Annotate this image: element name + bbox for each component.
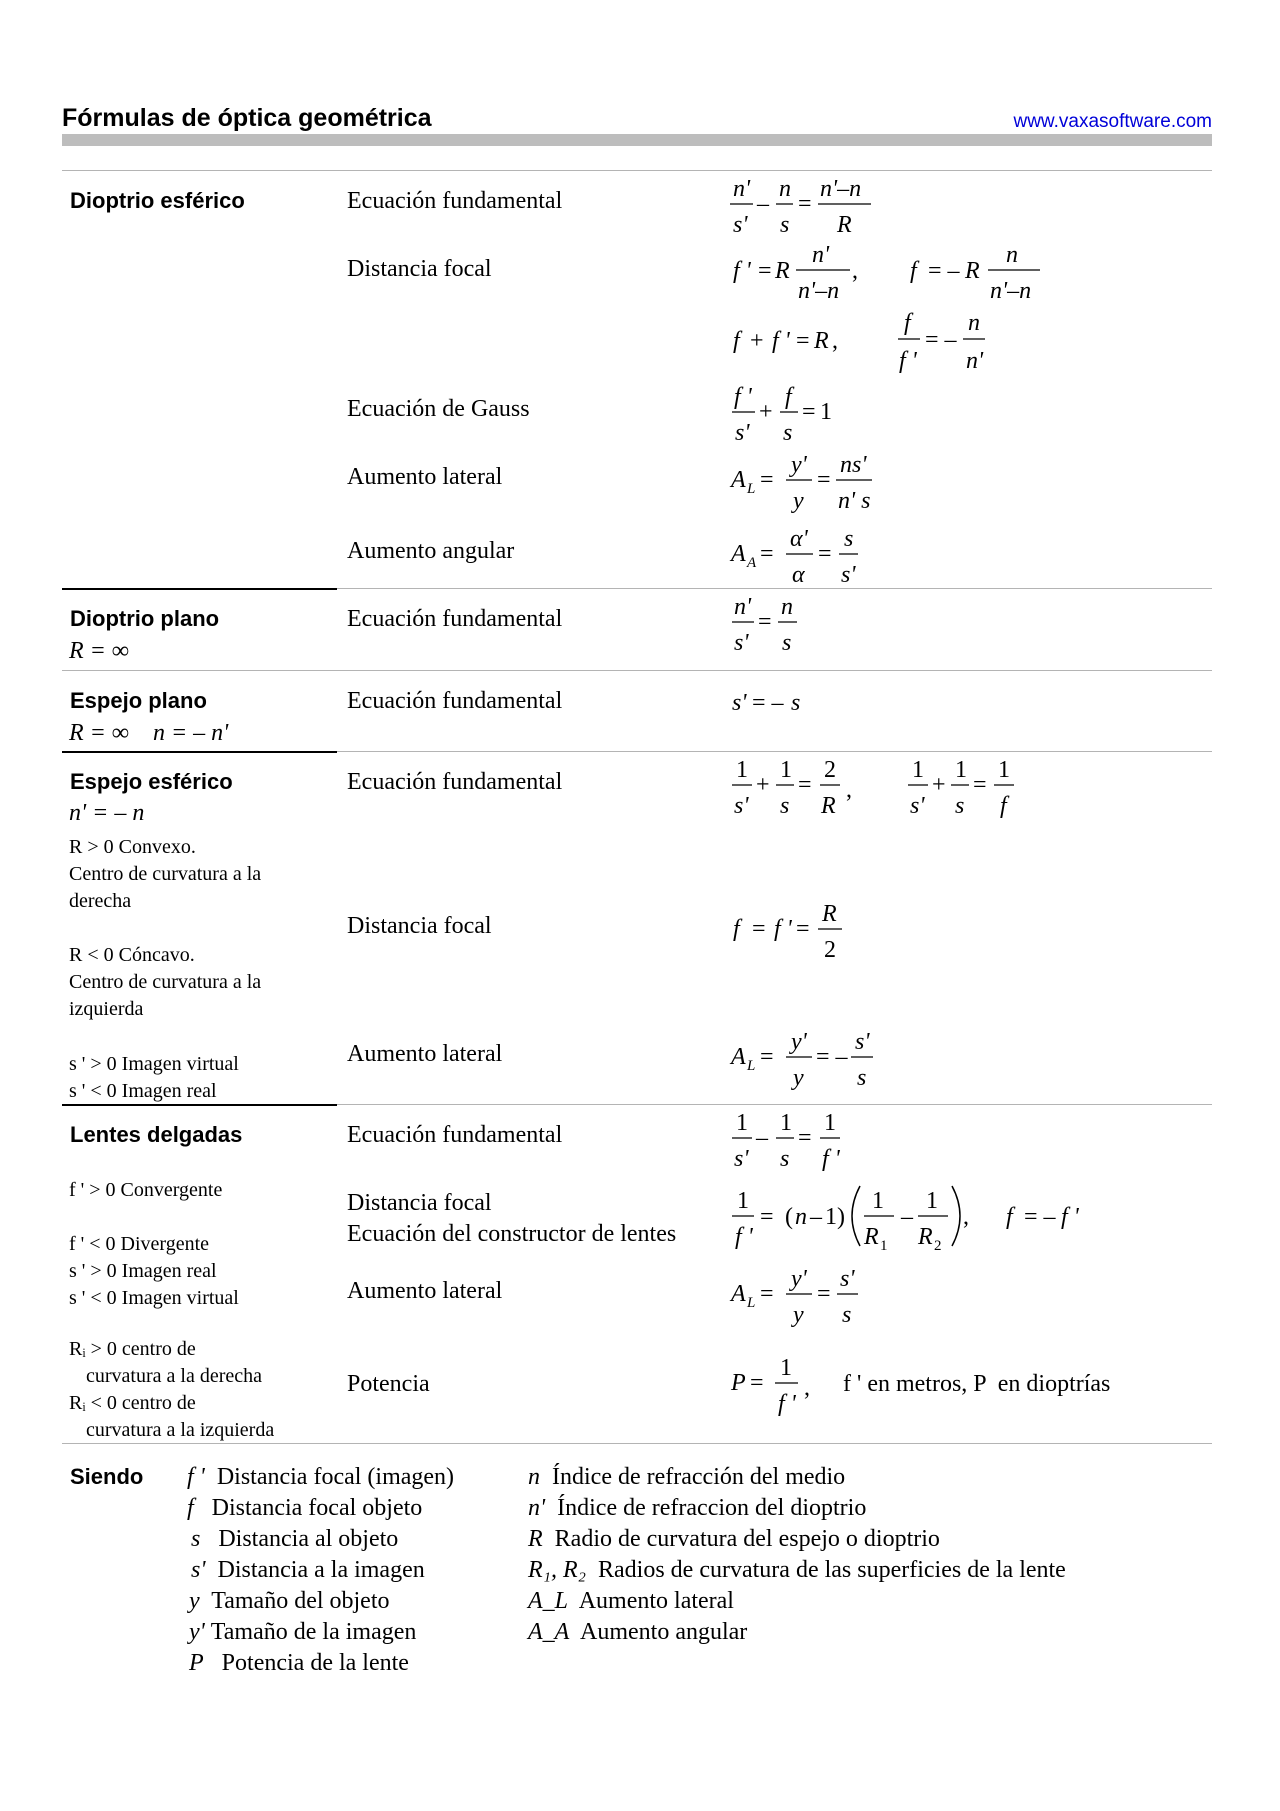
section-title-espejo-esferico: Espejo esférico (70, 769, 233, 794)
svg-text:=: = (760, 1281, 774, 1307)
svg-text:= –: = – (925, 327, 957, 353)
svg-text:A: A (731, 541, 746, 567)
divider-top (62, 170, 1212, 171)
section-title-espejo-plano: Espejo plano (70, 688, 207, 713)
svg-text:y': y' (791, 1029, 807, 1055)
formula-aumento-angular (730, 522, 880, 592)
formula-aumento-lateral-dioptrio (730, 448, 880, 518)
svg-text:(: ( (785, 1204, 793, 1230)
note-imagen-virtual: s ' < 0 Imagen virtual (69, 1287, 239, 1309)
svg-text:1: 1 (872, 1188, 884, 1214)
svg-text:s: s (844, 526, 854, 552)
svg-text:= –: = – (928, 258, 960, 284)
legend-item: n' Índice de refraccion del dioptrio (528, 1495, 867, 1521)
svg-text:y: y (793, 488, 804, 514)
condition-espejo-plano: R = ∞ n = – n' (69, 720, 229, 746)
svg-text:=: = (802, 399, 816, 425)
label-aumento-lateral: Aumento lateral (347, 1278, 503, 1304)
label-ecuacion-fundamental: Ecuación fundamental (347, 606, 563, 632)
section-title-lentes-delgadas: Lentes delgadas (70, 1122, 243, 1147)
svg-text:L: L (747, 481, 756, 497)
svg-text:s: s (780, 212, 790, 238)
svg-text:+: + (759, 399, 773, 425)
divider-section-3 (337, 751, 1212, 752)
svg-text:A: A (747, 555, 757, 571)
label-ecuacion-fundamental: Ecuación fundamental (347, 688, 563, 714)
svg-text:=: = (796, 916, 810, 942)
note-convexo: R > 0 Convexo. (69, 836, 196, 858)
legend-item: f Distancia focal objeto (187, 1495, 423, 1521)
svg-text:y': y' (791, 452, 807, 478)
svg-text:1: 1 (880, 1238, 888, 1254)
label-ecuacion-fundamental: Ecuación fundamental (347, 769, 563, 795)
svg-text:,: , (846, 777, 852, 803)
svg-text:1: 1 (926, 1188, 938, 1214)
svg-text:=: = (760, 1204, 774, 1230)
svg-text:A: A (731, 1281, 746, 1307)
svg-text:f ': f ' (772, 328, 790, 354)
svg-text:f: f (910, 258, 917, 284)
svg-text:f ': f ' (734, 384, 752, 410)
svg-text:n': n' (812, 242, 830, 268)
svg-text:f ': f ' (733, 258, 751, 284)
formula-dioptrio-distancia-focal (730, 240, 1050, 310)
note-convergente: f ' > 0 Convergente (69, 1179, 223, 1201)
label-potencia: Potencia (347, 1371, 430, 1397)
note-izquierda: izquierda (69, 998, 144, 1020)
svg-text:s': s' (855, 1029, 870, 1055)
svg-text:s': s' (910, 793, 925, 819)
svg-text:s': s' (732, 690, 747, 716)
note-centro-curvatura: Centro de curvatura a la (69, 863, 262, 885)
svg-text:s': s' (840, 1266, 855, 1292)
svg-text:1: 1 (824, 1110, 836, 1136)
svg-text:s': s' (734, 1146, 749, 1172)
svg-text:n' s: n' s (838, 488, 871, 514)
svg-text:s: s (783, 420, 793, 446)
svg-text:f: f (733, 916, 740, 942)
svg-text:2: 2 (824, 757, 836, 783)
svg-text:1: 1 (737, 1188, 749, 1214)
svg-text:n': n' (733, 176, 751, 202)
svg-text:1: 1 (736, 757, 748, 783)
formula-dioptrio-plano (730, 590, 820, 660)
condition-dioptrio-plano: R = ∞ (69, 638, 129, 664)
formula-lente-aumento-lateral (730, 1262, 860, 1332)
formula-dioptrio-suma-focal (730, 306, 1030, 376)
note-concavo: R < 0 Cóncavo. (69, 944, 195, 966)
svg-text:1: 1 (998, 757, 1010, 783)
svg-text:1: 1 (780, 1110, 792, 1136)
svg-text:=: = (817, 467, 831, 493)
svg-text:R: R (821, 793, 836, 819)
svg-text:s: s (842, 1302, 852, 1328)
potencia-units-note: f ' en metros, P en dioptrías (843, 1371, 1111, 1397)
label-aumento-angular: Aumento angular (347, 538, 515, 564)
legend-item: A_L Aumento lateral (528, 1588, 734, 1614)
svg-text:R: R (864, 1224, 879, 1250)
svg-text:R: R (918, 1224, 933, 1250)
svg-text:n: n (968, 310, 980, 336)
svg-text:f ': f ' (1061, 1204, 1079, 1230)
legend-item: P Potencia de la lente (189, 1650, 409, 1676)
label-ecuacion-fundamental: Ecuación fundamental (347, 1122, 563, 1148)
svg-text:=: = (798, 191, 812, 217)
label-constructor-lentes: Ecuación del constructor de lentes (347, 1221, 677, 1247)
svg-text:R: R (814, 328, 829, 354)
legend-item: y Tamaño del objeto (189, 1588, 390, 1614)
note-curvatura-izquierda: curvatura a la izquierda (86, 1419, 275, 1441)
legend-item: f ' Distancia focal (imagen) (187, 1464, 455, 1490)
formula-espejo-fundamental (730, 753, 1030, 823)
formula-espejo-distancia-focal (730, 897, 860, 967)
section-title-dioptrio-esferico: Dioptrio esférico (70, 188, 245, 213)
note-imagen-virtual: s ' > 0 Imagen virtual (69, 1053, 239, 1075)
formula-constructor-lentes (730, 1180, 1090, 1260)
note-r-negativo: Rᵢ < 0 centro de (69, 1392, 196, 1414)
label-aumento-lateral: Aumento lateral (347, 464, 503, 490)
svg-text:= –: = – (816, 1044, 848, 1070)
svg-text:f: f (785, 384, 792, 410)
svg-text:n'–n: n'–n (798, 278, 840, 304)
svg-text:): ) (837, 1204, 845, 1230)
svg-text:=: = (760, 1044, 774, 1070)
label-aumento-lateral: Aumento lateral (347, 1041, 503, 1067)
svg-text:L: L (747, 1295, 756, 1311)
svg-text:L: L (747, 1058, 756, 1074)
svg-text:y: y (793, 1065, 804, 1091)
svg-text:R: R (822, 901, 837, 927)
legend-item: R Radio de curvatura del espejo o dioptrio (528, 1526, 940, 1552)
legend-item: y' Tamaño de la imagen (189, 1619, 417, 1645)
svg-text:=: = (760, 541, 774, 567)
svg-text:s: s (791, 690, 801, 716)
formula-lente-fundamental (730, 1106, 860, 1176)
divider-section-2 (62, 670, 1212, 671)
svg-text:= –: = – (752, 690, 784, 716)
legend-item: n Índice de refracción del medio (528, 1464, 846, 1490)
svg-text:+: + (756, 772, 770, 798)
svg-text:,: , (963, 1204, 969, 1230)
svg-text:=: = (752, 916, 766, 942)
svg-text:f ': f ' (735, 1224, 753, 1250)
note-derecha: derecha (69, 890, 132, 912)
svg-text:s: s (780, 793, 790, 819)
svg-text:y: y (793, 1302, 804, 1328)
svg-text:n: n (1006, 242, 1018, 268)
note-divergente: f ' < 0 Divergente (69, 1233, 210, 1255)
divider-section-4 (337, 1104, 1212, 1105)
svg-text:n': n' (734, 594, 752, 620)
svg-text:n: n (781, 594, 793, 620)
svg-text:A: A (731, 1044, 746, 1070)
legend-title: Siendo (70, 1464, 144, 1489)
svg-text:A: A (731, 467, 746, 493)
svg-text:–: – (810, 1204, 822, 1230)
svg-text:=: = (973, 772, 987, 798)
legend-item: s Distancia al objeto (191, 1526, 399, 1552)
svg-text:R: R (837, 212, 852, 238)
legend-item: A_A Aumento angular (528, 1619, 748, 1645)
svg-text:ns': ns' (840, 452, 867, 478)
label-ecuacion-gauss: Ecuación de Gauss (347, 396, 530, 422)
svg-text:=: = (758, 609, 772, 635)
svg-text:f: f (1000, 793, 1007, 819)
svg-text:f: f (904, 310, 911, 336)
svg-text:1: 1 (912, 757, 924, 783)
svg-text:y': y' (791, 1266, 807, 1292)
label-distancia-focal: Distancia focal (347, 913, 492, 939)
condition-espejo-esferico: n' = – n (69, 800, 145, 826)
svg-text:,: , (832, 328, 838, 354)
svg-text:1: 1 (736, 1110, 748, 1136)
svg-text:R: R (965, 258, 980, 284)
svg-text:+: + (750, 328, 764, 354)
svg-text:1: 1 (955, 757, 967, 783)
svg-text:α: α (792, 562, 805, 588)
legend-item: R₁, R₂ Radios de curvatura de las superficies de la lente (528, 1557, 1066, 1583)
svg-text:f ': f ' (899, 348, 917, 374)
svg-text:1: 1 (825, 1204, 837, 1230)
section-title-dioptrio-plano: Dioptrio plano (70, 606, 220, 631)
svg-text:2: 2 (934, 1238, 942, 1254)
label-distancia-focal: Distancia focal (347, 256, 492, 282)
svg-text:s: s (780, 1146, 790, 1172)
svg-text:n: n (795, 1204, 807, 1230)
svg-text:=: = (798, 1125, 812, 1151)
svg-text:n'–n: n'–n (820, 176, 862, 202)
svg-text:=: = (817, 1281, 831, 1307)
svg-text:s': s' (735, 420, 750, 446)
legend-item: s' Distancia a la imagen (191, 1557, 425, 1583)
note-r-positivo: Rᵢ > 0 centro de (69, 1338, 196, 1360)
note-imagen-real: s ' < 0 Imagen real (69, 1080, 217, 1102)
divider-section-3-dark (62, 751, 337, 753)
svg-text:=: = (818, 541, 832, 567)
svg-text:s: s (857, 1065, 867, 1091)
note-imagen-real: s ' > 0 Imagen real (69, 1260, 217, 1282)
svg-text:s: s (955, 793, 965, 819)
divider-section-1-dark (62, 588, 337, 590)
svg-text:f ': f ' (774, 916, 792, 942)
svg-text:1: 1 (820, 399, 832, 425)
svg-text:s': s' (734, 793, 749, 819)
svg-text:=: = (758, 258, 772, 284)
label-distancia-focal: Distancia focal (347, 1190, 492, 1216)
note-centro-curvatura: Centro de curvatura a la (69, 971, 262, 993)
formula-dioptrio-fundamental (725, 172, 905, 242)
svg-text:=: = (798, 772, 812, 798)
svg-text:R: R (775, 258, 790, 284)
formula-espejo-plano (730, 680, 830, 720)
svg-text:–: – (756, 1125, 768, 1151)
formula-potencia (730, 1351, 830, 1421)
svg-text:1: 1 (780, 757, 792, 783)
note-curvatura-derecha: curvatura a la derecha (86, 1365, 262, 1387)
svg-text:f ': f ' (778, 1391, 796, 1417)
website-link[interactable]: www.vaxasoftware.com (1013, 111, 1212, 132)
svg-text:=: = (796, 328, 810, 354)
svg-text:s': s' (733, 212, 748, 238)
svg-text:–: – (757, 191, 769, 217)
label-ecuacion-fundamental: Ecuación fundamental (347, 188, 563, 214)
svg-text:f: f (1006, 1204, 1013, 1230)
svg-text:f ': f ' (822, 1146, 840, 1172)
svg-text:n': n' (966, 348, 984, 374)
svg-text:f: f (733, 328, 740, 354)
header-band (62, 134, 1212, 146)
svg-text:,: , (804, 1375, 810, 1401)
svg-text:–: – (901, 1204, 913, 1230)
svg-text:=: = (760, 467, 774, 493)
svg-text:s': s' (841, 562, 856, 588)
formula-ecuacion-gauss (730, 380, 860, 450)
svg-text:P: P (731, 1370, 746, 1396)
svg-text:= –: = – (1024, 1204, 1056, 1230)
svg-text:n: n (779, 176, 791, 202)
svg-text:n'–n: n'–n (990, 278, 1032, 304)
svg-text:2: 2 (824, 937, 836, 963)
page-title: Fórmulas de óptica geométrica (62, 104, 432, 132)
svg-text:α': α' (790, 526, 808, 552)
svg-text:,: , (852, 258, 858, 284)
svg-text:s: s (782, 630, 792, 656)
svg-text:s': s' (734, 630, 749, 656)
formula-espejo-aumento-lateral (730, 1025, 880, 1095)
svg-text:=: = (750, 1370, 764, 1396)
svg-text:1: 1 (780, 1355, 792, 1381)
svg-text:+: + (932, 772, 946, 798)
